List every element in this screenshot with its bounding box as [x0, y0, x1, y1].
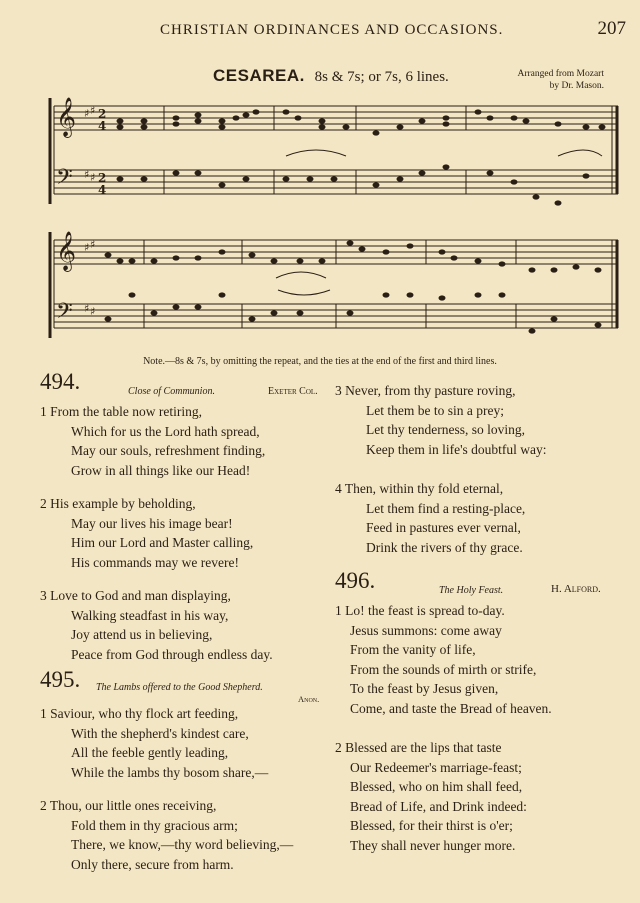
stanza-line: 4 Then, within thy fold eternal, [335, 481, 504, 496]
stanza-line: From the vanity of life, [350, 642, 476, 657]
stanza-line: 1 Lo! the feast is spread to-day. [335, 603, 505, 618]
stanza-line: May our lives his image bear! [71, 515, 233, 531]
arranger-line-1: Arranged from Mozart [517, 69, 604, 79]
svg-text:𝄢: 𝄢 [56, 299, 73, 329]
hymn-495-stanza-2 [40, 796, 332, 874]
page-number: 207 [597, 18, 626, 39]
stanza-line: Our Redeemer's marriage-feast; [350, 759, 522, 775]
stanza-line: Come, and taste the Bread of heaven. [350, 700, 552, 716]
svg-text:♯: ♯ [84, 241, 90, 254]
stanza-line: 1 Saviour, who thy flock art feeding, [40, 706, 239, 721]
stanza-line: Bread of Life, and Drink indeed: [350, 798, 527, 814]
stanza-line: Drink the rivers of thy grace. [366, 539, 523, 555]
stanza-line: 3 Love to God and man displaying, [40, 588, 231, 603]
stanza-line: 3 Never, from thy pasture roving, [335, 383, 516, 398]
stanza-line: Blessed, who on him shall feed, [350, 779, 523, 794]
hymn-496-header [335, 568, 635, 601]
stanza-line: Him our Lord and Master calling, [71, 535, 254, 550]
hymn-tune: H. Alford. [551, 583, 601, 595]
svg-text:♯: ♯ [90, 305, 96, 318]
svg-text:♯: ♯ [84, 107, 90, 120]
tune-heading [213, 66, 449, 86]
hymn-496-stanza-2 [335, 738, 635, 855]
hymn-495-stanza-1 [40, 704, 332, 782]
stanza-line: Jesus summons: come away [350, 622, 502, 638]
hymn-496-stanza-1 [335, 601, 635, 718]
svg-text:𝄞: 𝄞 [56, 97, 77, 137]
music-system-1 [46, 92, 624, 210]
stanza-line: Joy attend us in believing, [71, 627, 213, 642]
hymn-494-stanza-1 [40, 402, 332, 480]
svg-text:♯: ♯ [90, 171, 96, 184]
stanza-line: Let them find a resting-place, [366, 500, 526, 516]
stanza-line: From the sounds of mirth or strife, [350, 661, 537, 677]
svg-text:4: 4 [98, 119, 107, 133]
stanza-line: Keep them in life's doubtful way: [366, 441, 547, 457]
hymn-494-stanza-3 [40, 586, 332, 664]
stanza-line: Grow in all things like our Head! [71, 462, 251, 478]
hymn-tune: Exeter Col. [268, 386, 318, 397]
hymn-number: 496. [335, 568, 376, 593]
svg-text:2: 2 [98, 107, 107, 121]
stanza-line: 2 Thou, our little ones receiving, [40, 798, 217, 813]
stanza-line: 2 Blessed are the lips that taste [335, 740, 502, 755]
stanza-line: Fold them in thy gracious arm; [71, 817, 238, 833]
left-column [40, 369, 332, 874]
tune-note: Note.—8s & 7s, by omitting the repeat, and the ties at the end of the first and third lines. [143, 356, 497, 367]
hymn-494-stanza-4 [335, 479, 635, 557]
music-system-2 [46, 226, 624, 344]
stanza-line: While the lambs thy bosom share,— [71, 764, 269, 780]
hymn-494-stanza-3b [335, 381, 635, 459]
stanza-line: Peace from God through endless day. [71, 646, 273, 662]
hymn-occasion: The Holy Feast. [439, 585, 504, 596]
stanza-line: To the feast by Jesus given, [350, 681, 499, 696]
hymn-occasion: The Lambs offered to the Good Shepherd. [96, 682, 263, 693]
tune-name: CESAREA. [213, 66, 305, 85]
hymn-494-header [40, 369, 332, 402]
svg-text:♯: ♯ [90, 238, 96, 251]
stanza-line: Let them be to sin a prey; [366, 402, 504, 418]
arranger-credit [500, 68, 604, 92]
stanza-line: May our souls, refreshment finding, [71, 443, 266, 458]
stanza-line: Only there, secure from harm. [71, 856, 234, 872]
arranger-line-2: by Dr. Mason. [549, 81, 604, 91]
stanza-line: His commands may we revere! [71, 554, 239, 570]
stanza-line: There, we know,—thy word believing,— [71, 837, 294, 852]
stanza-line: Feed in pastures ever vernal, [366, 520, 521, 535]
hymn-494-stanza-2 [40, 494, 332, 572]
hymn-occasion: Close of Communion. [128, 386, 215, 397]
hymn-tune: Anon. [298, 694, 320, 704]
stanza-line: Blessed, for their thirst is o'er; [350, 818, 513, 833]
hymn-number: 495. [40, 667, 81, 692]
hymn-number: 494. [40, 369, 81, 394]
svg-text:2: 2 [98, 171, 107, 185]
svg-text:♯: ♯ [90, 104, 96, 117]
svg-text:♯: ♯ [84, 302, 90, 315]
stanza-line: 2 His example by beholding, [40, 496, 196, 511]
hymn-495-header [40, 667, 332, 704]
stanza-line: With the shepherd's kindest care, [71, 725, 249, 741]
stanza-line: They shall never hunger more. [350, 837, 516, 853]
svg-text:♯: ♯ [84, 168, 90, 181]
running-header: CHRISTIAN ORDINANCES AND OCCASIONS. [160, 22, 504, 38]
right-column [335, 381, 635, 855]
stanza-line: 1 From the table now retiring, [40, 404, 202, 419]
stanza-line: Walking steadfast in his way, [71, 607, 229, 623]
stanza-line: All the feeble gently leading, [71, 745, 229, 760]
stanza-line: Which for us the Lord hath spread, [71, 423, 260, 439]
stanza-line: Let thy tenderness, so loving, [366, 422, 525, 437]
tune-meter: 8s & 7s; or 7s, 6 lines. [314, 69, 449, 85]
svg-text:4: 4 [98, 183, 107, 197]
svg-text:𝄞: 𝄞 [56, 231, 77, 271]
svg-text:𝄢: 𝄢 [56, 165, 73, 195]
